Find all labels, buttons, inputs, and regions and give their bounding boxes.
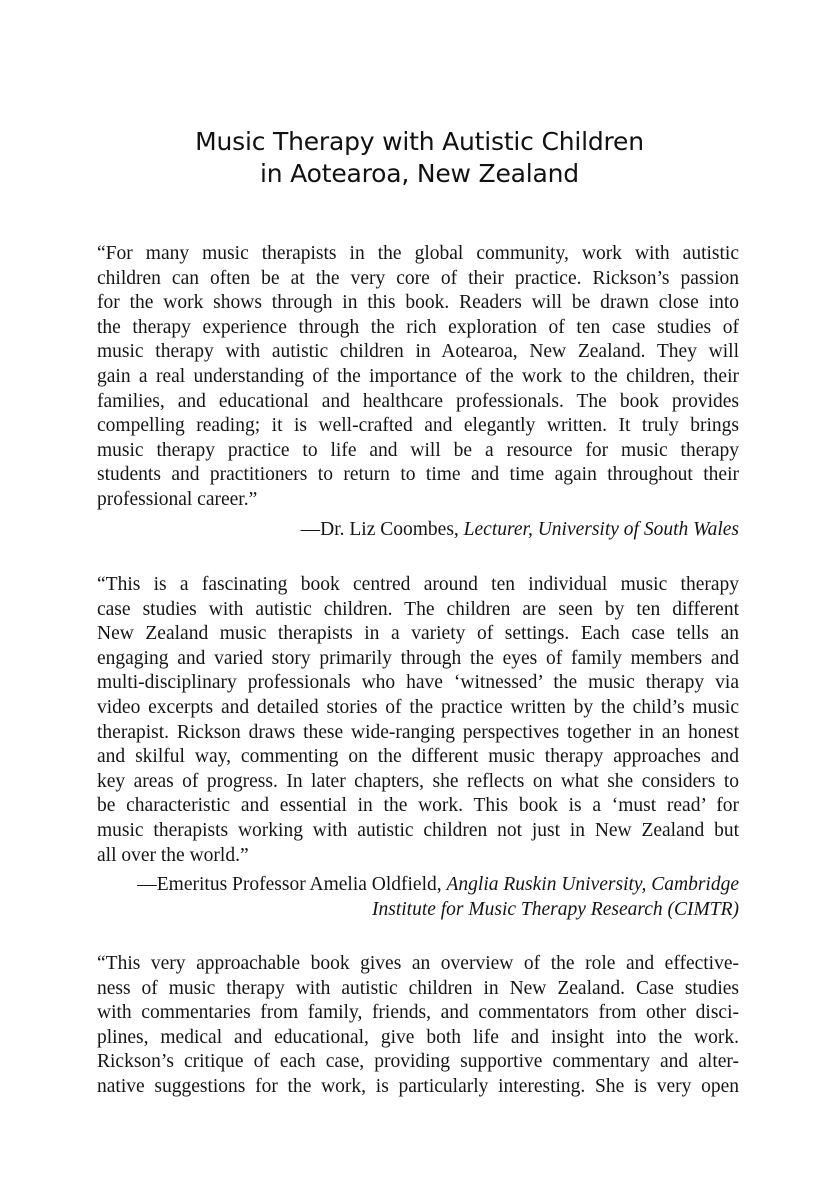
- attribution-role: Anglia Ruskin University, Cambridge: [446, 874, 739, 896]
- quote-line: key areas of progress. In later chapters, she reflects on what she considers to: [97, 770, 739, 792]
- quote-line: ness of music therapy with autistic children in New Zealand. Case studies: [97, 977, 739, 999]
- quote-line: case studies with autistic children. The children are seen by ten different: [97, 598, 739, 620]
- quote-line: “This very approachable book gives an overview of the role and effective-: [97, 953, 739, 974]
- quote-line: music therapy practice to life and will be a resource for music therapy: [97, 439, 739, 461]
- quote-line: plines, medical and educational, give both life and insight into the work.: [97, 1026, 739, 1048]
- endorsement-third: [97, 952, 739, 1100]
- endorsement-coombes: [97, 242, 739, 542]
- quote-line: compelling reading; it is well-crafted and elegantly written. It truly brings: [97, 415, 739, 437]
- attribution-role: Lecturer, University of South Wales: [463, 518, 739, 540]
- quote-line: be characteristic and essential in the work. This book is a ‘must read’ for: [97, 795, 739, 817]
- quote-line: “For many music therapists in the global community, work with autistic: [97, 243, 739, 264]
- quote-line: for the work shows through in this book. Readers will be drawn close into: [97, 292, 739, 314]
- attribution-name: —Dr. Liz Coombes,: [300, 518, 464, 540]
- endorsement-oldfield: [97, 573, 739, 922]
- quote-line: and skilful way, commenting on the different music therapy approaches and: [97, 746, 739, 768]
- quote-line: gain a real understanding of the importance of the work to the children, their: [97, 365, 739, 387]
- quote-line: music therapists working with autistic children not just in New Zealand but: [97, 819, 739, 841]
- quote-line: all over the world.”: [97, 844, 249, 866]
- quote-line: New Zealand music therapists in a variety of settings. Each case tells an: [97, 623, 739, 645]
- quote-line: therapist. Rickson draws these wide-ranging perspectives together in an honest: [97, 721, 739, 743]
- attribution-continued: [97, 898, 739, 923]
- quote-line: “This is a fascinating book centred around ten individual music therapy: [97, 574, 739, 595]
- quote-line: professional career.”: [97, 488, 258, 510]
- quote-line: multi-disciplinary professionals who have ‘witnessed’ the music therapy via: [97, 672, 739, 694]
- attribution-role: Institute for Music Therapy Research (CIMTR): [371, 898, 739, 920]
- quote-line: engaging and varied story primarily through the eyes of family members and: [97, 647, 739, 669]
- title-line-2: in Aotearoa, New Zealand: [260, 159, 579, 188]
- quote-line: families, and educational and healthcare professionals. The book provides: [97, 390, 739, 412]
- attribution-name: —Emeritus Professor Amelia Oldfield,: [137, 874, 447, 896]
- quote-line: children can often be at the very core of their practice. Rickson’s passion: [97, 267, 739, 289]
- quote-line: students and practitioners to return to time and time again throughout their: [97, 464, 739, 486]
- quote-line: native suggestions for the work, is particularly interesting. She is very open: [97, 1075, 739, 1097]
- quote-line: Rickson’s critique of each case, providing supportive commentary and alter-: [97, 1051, 739, 1073]
- quote-line: the therapy experience through the rich exploration of ten case studies of: [97, 316, 739, 338]
- title-line-1: Music Therapy with Autistic Children: [195, 127, 644, 156]
- quote-line: music therapy with autistic children in Aotearoa, New Zealand. They will: [97, 341, 739, 363]
- quote-line: video excerpts and detailed stories of the practice written by the child’s music: [97, 696, 739, 718]
- quote-line: with commentaries from family, friends, and commentators from other disci-: [97, 1002, 739, 1024]
- page-title: [0, 126, 839, 190]
- attribution: [97, 873, 739, 898]
- attribution: [97, 518, 739, 543]
